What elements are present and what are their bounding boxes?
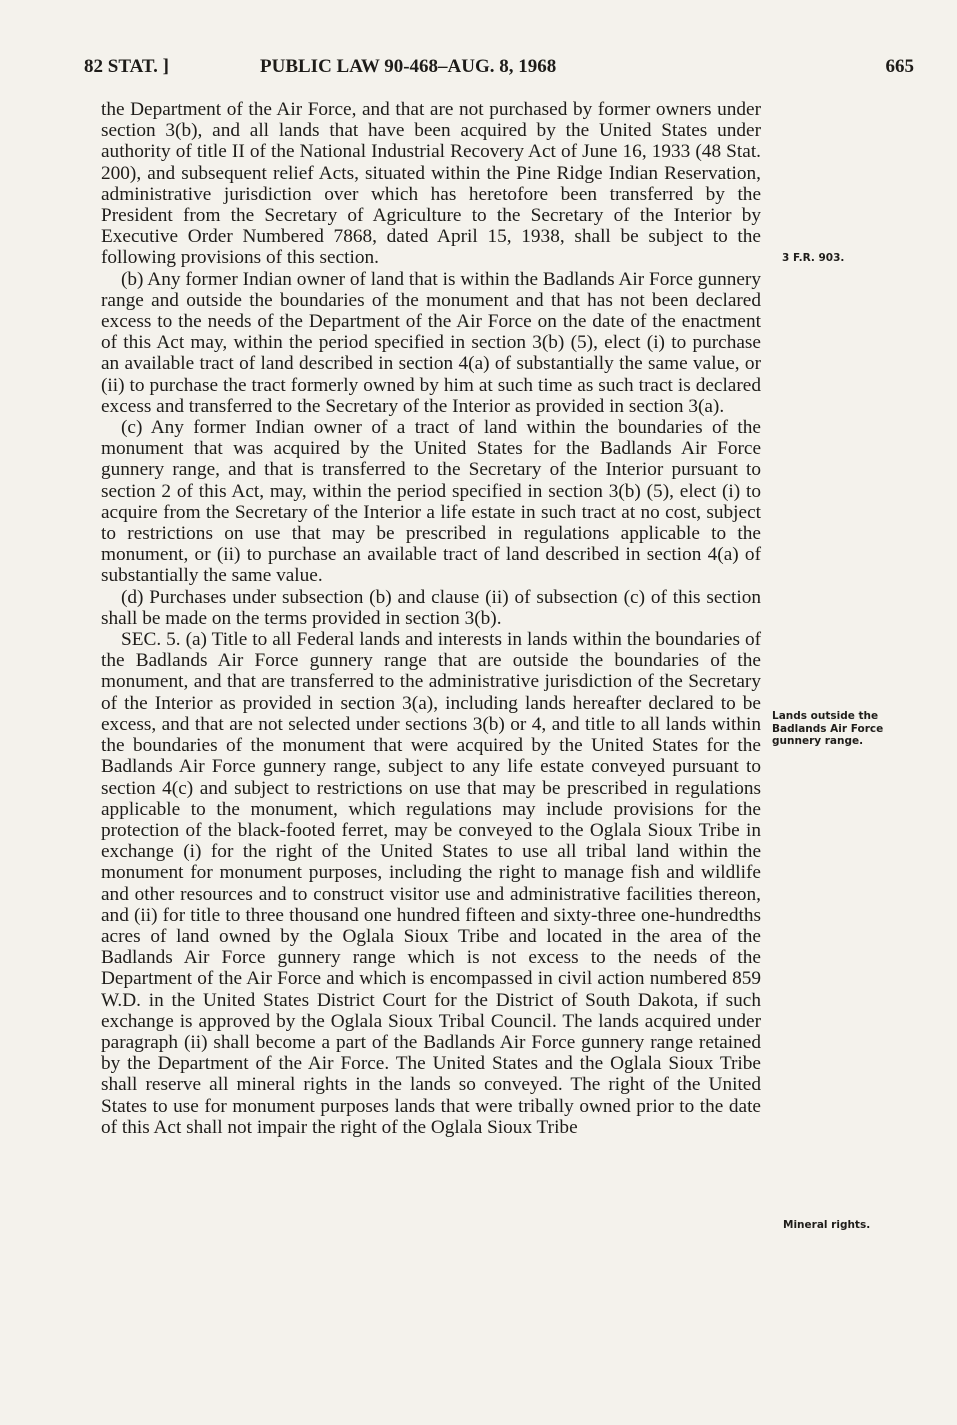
margin-note-lands-outside: Lands outside the Badlands Air Force gunnery range. bbox=[772, 710, 884, 747]
statute-body bbox=[101, 99, 761, 1138]
paragraph-section-5: SEC. 5. (a) Title to all Federal lands and interests in lands within the boundaries of the Badlands Air Force gunnery range that are outside the boundaries of the monument, and that are transferred to the administrative jurisdiction of the Secretary of the Interior as provided in section 3(a), including lands hereafter declared to be excess, and that are not selected under sections 3(b) or 4, and title to all lands within the boundaries of the monument that were acquired by the United States for the Badlands Air Force gunnery range, subject to any life estate conveyed pursuant to section 4(c) and subject to restrictions on use that may be prescribed in regulations applicable to the monument, which regulations may include provisions for the protection of the black-footed ferret, may be conveyed to the Oglala Sioux Tribe in exchange (i) for the right of the United States to use all tribal land within the monument for monument purposes, including the right to manage fish and wildlife and other resources and to construct visitor use and administrative facilities thereon, and (ii) for title to three thousand one hundred fifteen and sixty-three one-hundredths acres of land owned by the Oglala Sioux Tribe and located in the area of the Badlands Air Force gunnery range which is not excess to the needs of the Department of the Air Force and which is encompassed in civil action numbered 859 W.D. in the United States District Court for the District of South Dakota, if such exchange is approved by the Oglala Sioux Tribal Council. The lands acquired under paragraph (ii) shall become a part of the Badlands Air Force gunnery range retained by the Department of the Air Force. The United States and the Oglala Sioux Tribe shall reserve all mineral rights in the lands so conveyed. The right of the United States to use for monument purposes lands that were tribally owned prior to the date of this Act shall not impair the right of the Oglala Sioux Tribe bbox=[101, 629, 761, 1138]
margin-note-mineral-rights: Mineral rights. bbox=[783, 1219, 871, 1231]
statute-volume: 82 STAT. ] bbox=[84, 56, 169, 77]
page-number: 665 bbox=[885, 56, 914, 77]
page-header bbox=[84, 56, 914, 82]
paragraph-continuation: the Department of the Air Force, and that are not purchased by former owners under section 3(b), and all lands that have been acquired by the United States under authority of title II of the National Industrial Recovery Act of June 16, 1933 (48 Stat. 200), and subsequent relief Acts, situated within the Pine Ridge Indian Reservation, administrative jurisdiction over which has heretofore been transferred by the President from the Secretary of Agriculture to the Secretary of the Interior by Executive Order Numbered 7868, dated April 15, 1938, shall be subject to the following provisions of this section. bbox=[101, 99, 761, 269]
paragraph-subsection-b: (b) Any former Indian owner of land that is within the Badlands Air Force gunnery range and outside the boundaries of the monument and that has not been declared excess to the needs of the Department of the Air Force on the date of the enactment of this Act may, within the period specified in section 3(b) (5), elect (i) to purchase an available tract of land described in section 4(a) of substantially the same value, or (ii) to purchase the tract formerly owned by him at such time as such tract is declared excess and transferred to the Secretary of the Interior as provided in section 3(a). bbox=[101, 268, 761, 417]
paragraph-subsection-c: (c) Any former Indian owner of a tract of land within the boundaries of the monument that was acquired by the United States for the Badlands Air Force gunnery range, and that is transferred to the Secretary of the Interior pursuant to section 2 of this Act, may, within the period specified in section 3(b) (5), elect (i) to acquire from the Secretary of the Interior a life estate in such tract at no cost, subject to restrictions on use that may be prescribed in regulations applicable to the monument, or (ii) to purchase an available tract of land described in section 4(a) of substantially the same value. bbox=[101, 417, 761, 587]
public-law-title: PUBLIC LAW 90-468–AUG. 8, 1968 bbox=[260, 56, 557, 77]
margin-note-citation: 3 F.R. 903. bbox=[782, 252, 845, 264]
paragraph-subsection-d: (d) Purchases under subsection (b) and clause (ii) of subsection (c) of this section shall be made on the terms provided in section 3(b). bbox=[101, 586, 761, 629]
